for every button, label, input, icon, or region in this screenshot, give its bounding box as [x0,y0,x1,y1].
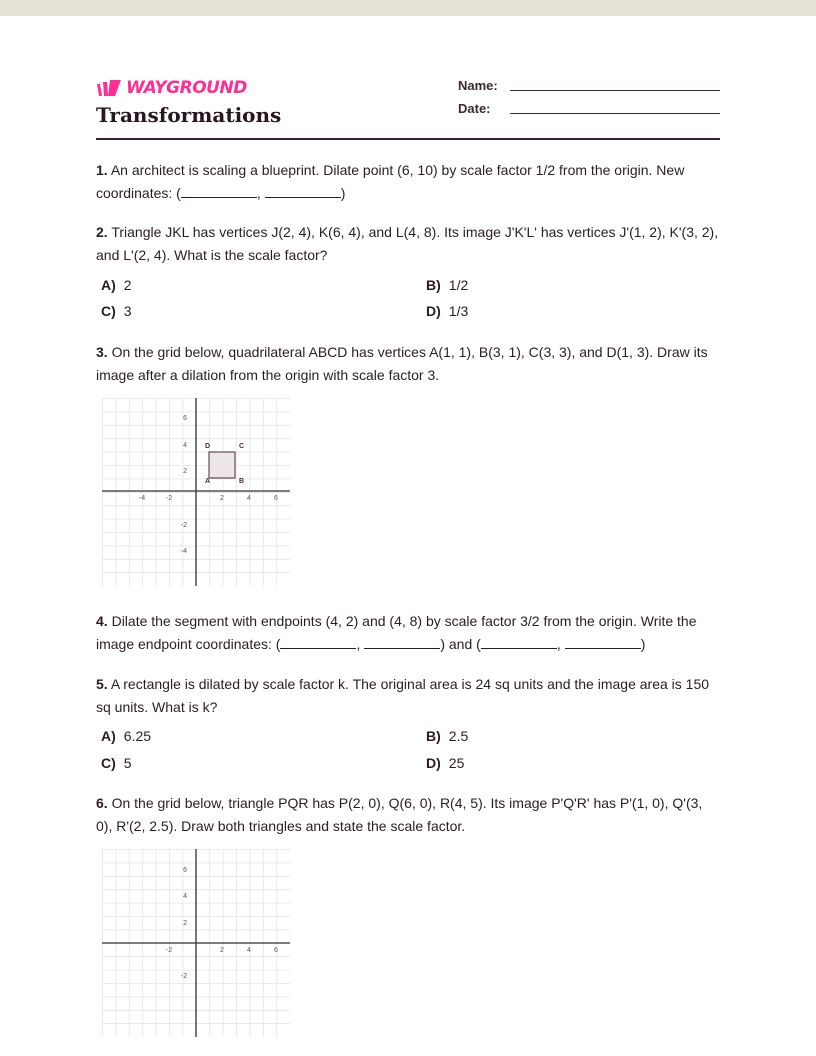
wayground-logo-icon [96,79,122,97]
vertex-label-d: D [205,443,211,450]
question-2 [96,221,720,266]
vertex-label-b: B [239,478,245,485]
date-label: Date: [458,101,491,116]
question-number: 6. [96,795,108,811]
x-tick-label: 2 [220,495,224,502]
answer-blank[interactable] [481,634,557,649]
separator-text: ) and ( [440,635,481,652]
question-number: 4. [96,613,108,629]
option-letter: D) [426,303,441,319]
question-number: 1. [96,162,108,178]
option-text: 5 [123,755,132,771]
y-tick-label: -2 [180,973,187,980]
option-letter: B) [426,728,441,744]
x-tick-label: -2 [165,947,173,954]
x-tick-label: 6 [274,495,278,502]
y-tick-label: 2 [183,920,187,927]
answer-blank[interactable] [364,634,440,649]
question-text: Triangle JKL has vertices J(2, 4), K(6, 4), and L(4, 8). Its image J'K'L' has vertices J'(1, 2), K'(3, 2), and L'(2, 4). What is the scale factor? [96,224,719,263]
header-divider [96,138,720,140]
question-number: 5. [96,676,108,692]
option-c[interactable] [101,303,132,319]
date-line[interactable] [510,113,720,114]
question-text: Dilate the segment with endpoints (4, 2) and (4, 8) by scale factor 3/2 from the origin. Write the image endpoint coordinates: ( [96,613,697,652]
option-text: 1/3 [448,303,469,319]
answer-blank[interactable] [265,183,341,198]
y-tick-label: 2 [183,468,187,475]
x-tick-label: 2 [220,947,224,954]
y-tick-label: 6 [183,415,187,422]
comma: , [556,635,561,652]
quadrilateral-abcd [209,452,235,478]
answer-blank[interactable] [280,634,356,649]
option-text: 1/2 [448,277,469,293]
option-c[interactable] [101,755,132,771]
answer-blank[interactable] [565,634,641,649]
question-number: 3. [96,344,108,360]
question-4 [96,610,720,655]
y-tick-label: -4 [180,548,187,555]
name-label: Name: [458,78,498,93]
question-1 [96,159,720,204]
option-text: 6.25 [123,728,152,744]
date-field[interactable] [458,101,491,116]
comma: , [356,635,361,652]
name-line[interactable] [510,90,720,91]
option-text: 2.5 [448,728,469,744]
option-b[interactable] [426,728,468,744]
option-text: 3 [123,303,132,319]
option-b[interactable] [426,277,468,293]
option-a[interactable] [101,277,132,293]
y-tick-label: -2 [180,522,187,529]
y-tick-label: 4 [183,442,187,449]
question-text: A rectangle is dilated by scale factor k. The original area is 24 sq units and the image area is 150 sq units. What is k? [96,676,710,715]
option-letter: C) [101,755,116,771]
question-5 [96,673,720,718]
name-field[interactable] [458,78,498,93]
y-tick-label: 4 [183,893,187,900]
option-letter: A) [101,277,116,293]
question-number: 2. [96,224,108,240]
option-a[interactable] [101,728,151,744]
close-paren: ) [340,184,346,201]
option-d[interactable] [426,303,468,319]
page-title: Transformations [96,103,282,127]
x-tick-label: -2 [165,495,173,502]
coordinate-grid-q3[interactable] [102,398,290,586]
question-6 [96,792,720,837]
question-text: On the grid below, quadrilateral ABCD has vertices A(1, 1), B(3, 1), C(3, 3), and D(1, 3). Draw its image after a dilation from the origin with scale factor 3. [96,344,708,383]
x-tick-label: 4 [247,947,251,954]
option-letter: C) [101,303,116,319]
x-tick-label: 6 [274,947,278,954]
vertex-label-c: C [239,443,245,450]
question-text: An architect is scaling a blueprint. Dilate point (6, 10) by scale factor 1/2 from the origin. New coordinates: ( [96,162,685,201]
x-tick-label: 4 [247,495,251,502]
close-paren: ) [640,635,646,652]
vertex-label-a: A [205,478,211,485]
x-tick-label: -4 [138,495,146,502]
option-letter: A) [101,728,116,744]
comma: , [256,184,261,201]
coordinate-grid-q6[interactable] [102,849,290,1037]
option-letter: D) [426,755,441,771]
option-letter: B) [426,277,441,293]
answer-blank[interactable] [181,183,257,198]
option-text: 2 [123,277,132,293]
question-text: On the grid below, triangle PQR has P(2, 0), Q(6, 0), R(4, 5). Its image P'Q'R' has P'(1, 0), Q'(3, 0), R'(2, 2.5). Draw both triangles and state the scale factor. [96,795,703,834]
brand-name: WAYGROUND [126,78,247,98]
top-band [0,0,816,16]
option-text: 25 [448,755,465,771]
brand-logo [96,78,247,98]
option-d[interactable] [426,755,464,771]
y-tick-label: 6 [183,867,187,874]
question-3 [96,341,720,386]
